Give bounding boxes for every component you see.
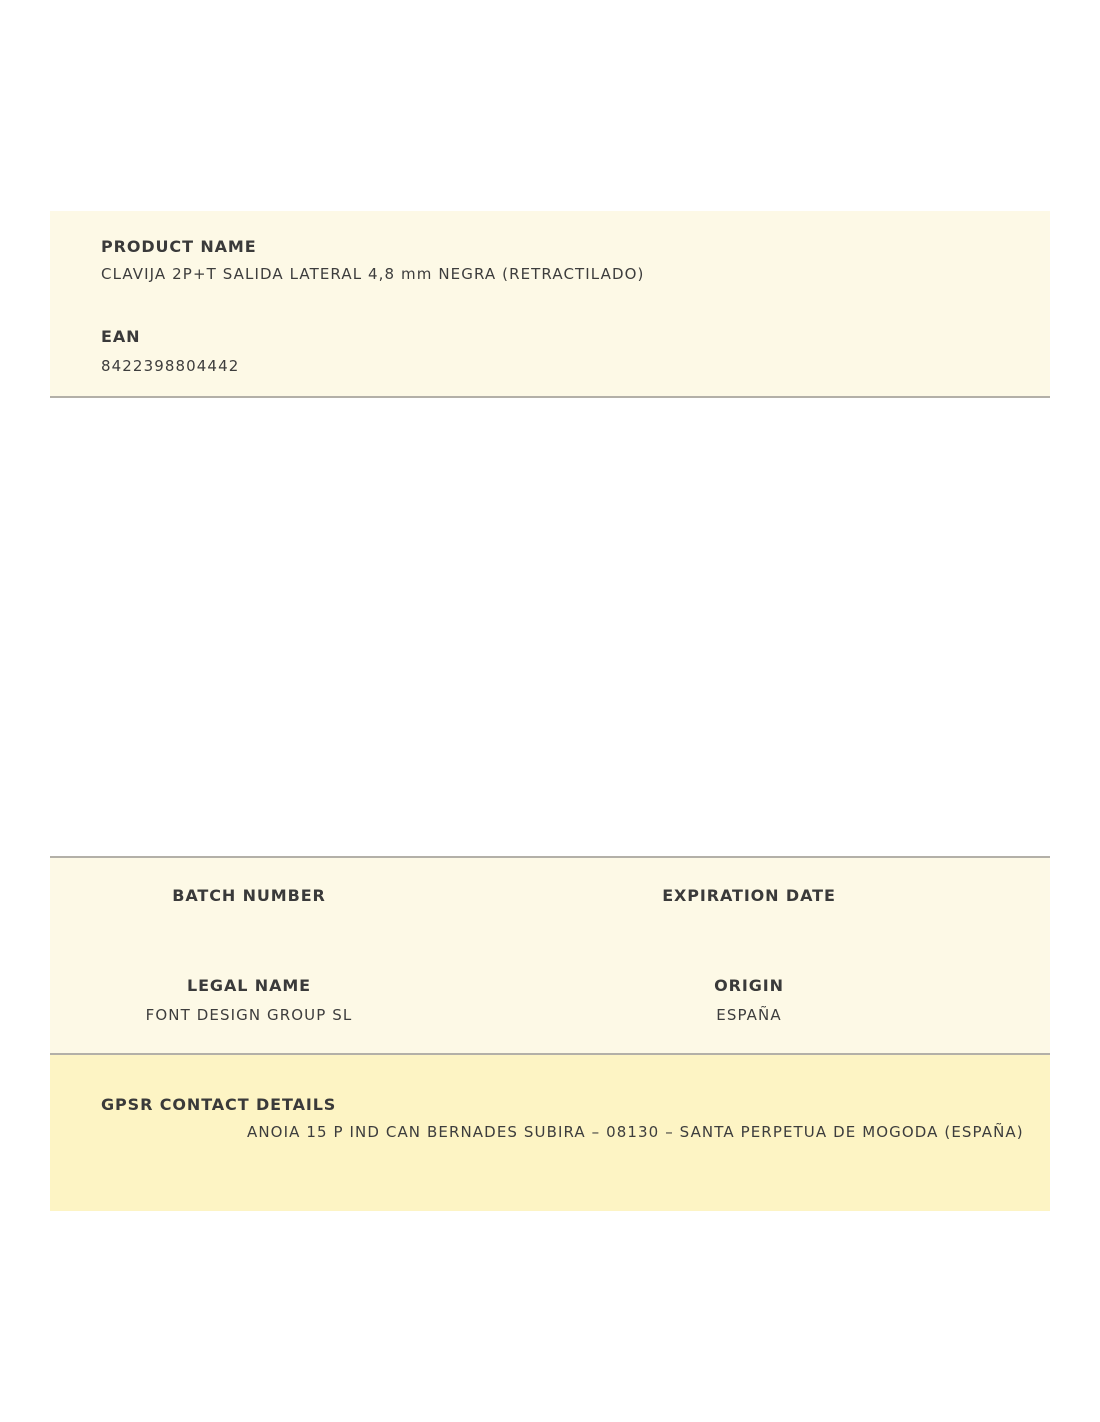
gpsr-contact-panel — [50, 1055, 1050, 1211]
product-name-label: PRODUCT NAME — [101, 237, 257, 256]
batch-origin-panel — [50, 856, 1050, 1055]
origin-label: ORIGIN — [714, 976, 784, 995]
gpsr-contact-value: ANOIA 15 P IND CAN BERNADES SUBIRA – 08130 – SANTA PERPETUA DE MOGODA (ESPAÑA) — [247, 1123, 1024, 1141]
product-info-panel — [50, 211, 1050, 398]
ean-label: EAN — [101, 327, 141, 346]
product-name-value: CLAVIJA 2P+T SALIDA LATERAL 4,8 mm NEGRA (RETRACTILADO) — [101, 265, 645, 283]
gpsr-contact-label: GPSR CONTACT DETAILS — [101, 1095, 337, 1114]
expiration-date-label: EXPIRATION DATE — [662, 886, 836, 905]
batch-number-label: BATCH NUMBER — [172, 886, 326, 905]
legal-name-label: LEGAL NAME — [186, 976, 312, 995]
origin-value: ESPAÑA — [716, 1006, 782, 1024]
legal-name-value: FONT DESIGN GROUP SL — [145, 1006, 353, 1024]
ean-value: 8422398804442 — [101, 357, 240, 375]
